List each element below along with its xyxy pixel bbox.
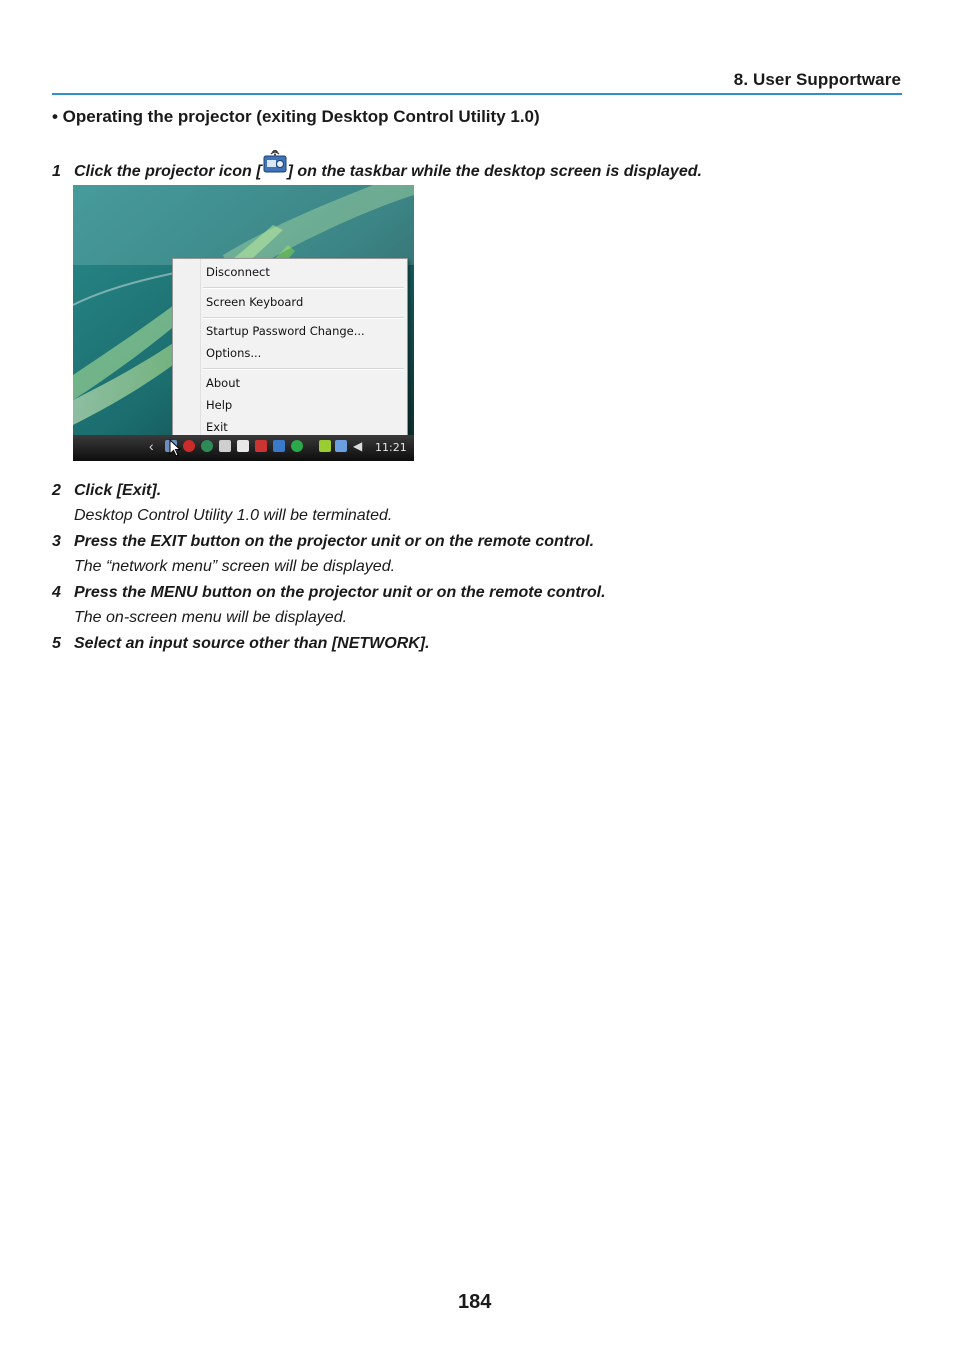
step-text-after: ] on the taskbar while the desktop screen is displayed. (287, 163, 702, 180)
menu-item-startup-password[interactable]: Startup Password Change... (206, 324, 365, 338)
menu-item-exit[interactable]: Exit (206, 420, 228, 434)
step-text-before: Click the projector icon [ (74, 163, 262, 180)
menu-gutter (173, 259, 201, 442)
taskbar-clock[interactable]: 11:21 (375, 441, 407, 454)
taskbar-screenshot (73, 185, 414, 461)
step-text: Press the MENU button on the projector unit or on the remote control. (74, 584, 606, 601)
volume-icon[interactable]: ◀ (353, 439, 363, 453)
step-2 (52, 482, 161, 500)
connect-tray-icon[interactable] (273, 440, 285, 452)
projector-icon (263, 147, 287, 173)
bug-tray-icon[interactable] (201, 440, 213, 452)
menu-separator (203, 368, 404, 370)
menu-item-help[interactable]: Help (206, 398, 233, 412)
step-3-note: The “network menu” screen will be displayed. (74, 558, 396, 575)
menu-separator (203, 287, 404, 289)
step-number: 3 (52, 533, 61, 550)
network-tray-icon[interactable] (219, 440, 231, 452)
context-menu (172, 258, 408, 443)
drive-tray-icon[interactable] (237, 440, 249, 452)
step-4 (52, 584, 606, 602)
header-rule (52, 93, 902, 95)
menu-item-about[interactable]: About (206, 376, 241, 390)
page-number: 184 (458, 1291, 492, 1313)
chapter-title: 8. User Supportware (733, 70, 901, 89)
step-number: 5 (52, 635, 61, 652)
section-heading: • Operating the projector (exiting Desktop Control Utility 1.0) (52, 107, 540, 126)
step-5 (52, 635, 430, 653)
step-4-note: The on-screen menu will be displayed. (74, 609, 348, 626)
menu-item-screen-keyboard[interactable]: Screen Keyboard (206, 295, 304, 309)
step-2-note: Desktop Control Utility 1.0 will be terminated. (74, 507, 393, 524)
step-text: Select an input source other than [NETWORK]. (74, 635, 430, 652)
monitor-tray-icon[interactable] (335, 440, 347, 452)
shield-check-icon[interactable] (291, 440, 303, 452)
step-number: 4 (52, 584, 61, 601)
step-number: 2 (52, 482, 61, 499)
step-3 (52, 533, 594, 551)
step-text: Click [Exit]. (74, 482, 162, 499)
cursor-icon (169, 439, 181, 457)
battery-tray-icon[interactable] (319, 440, 331, 452)
chevron-left-icon[interactable]: ‹ (149, 438, 154, 454)
security-tray-icon[interactable] (183, 440, 195, 452)
taskbar (73, 435, 414, 461)
step-text: Press the EXIT button on the projector unit or on the remote control. (74, 533, 595, 550)
step-number: 1 (52, 163, 61, 180)
step-1 (52, 153, 702, 181)
blocked-tray-icon[interactable] (255, 440, 267, 452)
menu-item-options[interactable]: Options... (206, 346, 262, 360)
menu-separator (203, 317, 404, 319)
menu-item-disconnect[interactable]: Disconnect (206, 265, 270, 279)
